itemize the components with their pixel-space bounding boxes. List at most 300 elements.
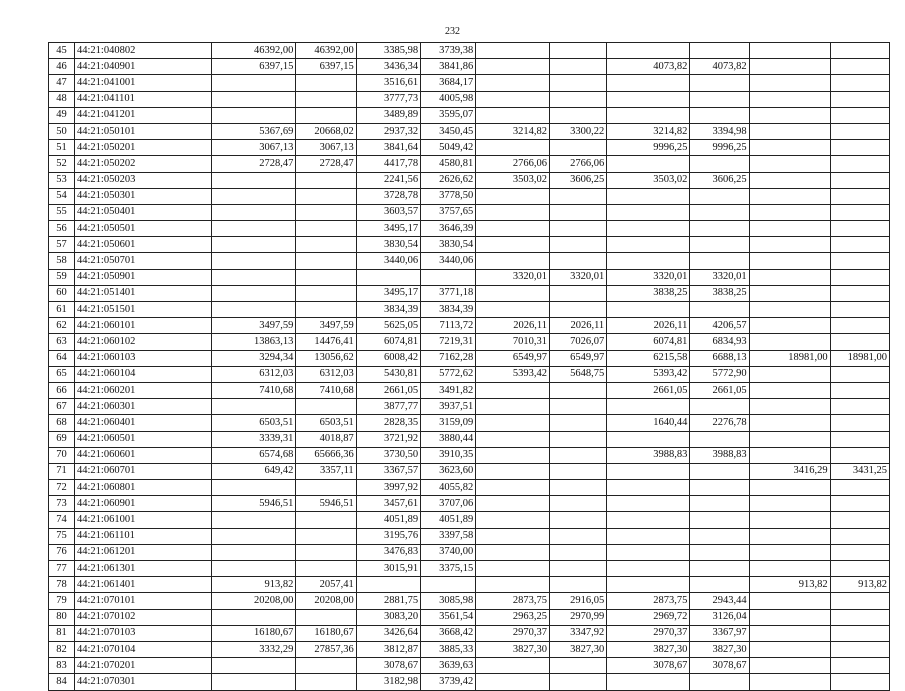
table-row: [49, 253, 890, 269]
value-cell: 2661,05: [607, 382, 690, 398]
value-cell: 6549,97: [550, 350, 607, 366]
value-cell: 3416,29: [749, 463, 830, 479]
value-cell: 6503,51: [212, 415, 296, 431]
value-cell: 3497,59: [296, 318, 356, 334]
cadastral-code-cell: 44:21:050501: [74, 221, 211, 237]
value-cell: [607, 221, 690, 237]
value-cell: 2969,72: [607, 609, 690, 625]
value-cell: [690, 156, 749, 172]
value-cell: [690, 253, 749, 269]
value-cell: 3332,29: [212, 641, 296, 657]
value-cell: 3078,67: [356, 658, 420, 674]
value-cell: 7219,31: [421, 334, 476, 350]
row-number-cell: 67: [49, 399, 75, 415]
value-cell: 5430,81: [356, 366, 420, 382]
table-row: [49, 334, 890, 350]
value-cell: 3339,31: [212, 431, 296, 447]
value-cell: 9996,25: [690, 140, 749, 156]
cadastral-code-cell: 44:21:060701: [74, 463, 211, 479]
value-cell: 3078,67: [607, 658, 690, 674]
value-cell: [476, 188, 550, 204]
value-cell: [476, 480, 550, 496]
value-cell: [690, 480, 749, 496]
row-number-cell: 47: [49, 75, 75, 91]
cadastral-code-cell: 44:21:040901: [74, 59, 211, 75]
value-cell: 3623,60: [421, 463, 476, 479]
value-cell: [607, 253, 690, 269]
value-cell: [296, 674, 356, 690]
value-cell: [212, 399, 296, 415]
value-cell: [212, 204, 296, 220]
row-number-cell: 83: [49, 658, 75, 674]
value-cell: [607, 204, 690, 220]
cadastral-code-cell: 44:21:060101: [74, 318, 211, 334]
value-cell: [212, 237, 296, 253]
value-cell: 3375,15: [421, 561, 476, 577]
value-cell: 6312,03: [212, 366, 296, 382]
value-cell: 3778,50: [421, 188, 476, 204]
row-number-cell: 49: [49, 107, 75, 123]
value-cell: [749, 253, 830, 269]
table-row: [49, 285, 890, 301]
value-cell: [830, 318, 889, 334]
value-cell: 4005,98: [421, 91, 476, 107]
cadastral-code-cell: 44:21:060601: [74, 447, 211, 463]
value-cell: 6397,15: [212, 59, 296, 75]
table-row: [49, 496, 890, 512]
value-cell: [749, 221, 830, 237]
value-cell: [607, 91, 690, 107]
value-cell: [550, 480, 607, 496]
value-cell: [830, 269, 889, 285]
value-cell: [690, 43, 749, 59]
value-cell: [830, 91, 889, 107]
value-cell: 2963,25: [476, 609, 550, 625]
value-cell: 13056,62: [296, 350, 356, 366]
value-cell: 3214,82: [476, 123, 550, 139]
value-cell: [749, 609, 830, 625]
table-row: [49, 512, 890, 528]
table-row: [49, 75, 890, 91]
value-cell: 2661,05: [690, 382, 749, 398]
value-cell: [690, 204, 749, 220]
value-cell: 3495,17: [356, 221, 420, 237]
value-cell: [356, 577, 420, 593]
value-cell: 2057,41: [296, 577, 356, 593]
value-cell: [830, 221, 889, 237]
value-cell: [830, 156, 889, 172]
value-cell: 7410,68: [212, 382, 296, 398]
table-row: [49, 609, 890, 625]
row-number-cell: 69: [49, 431, 75, 447]
value-cell: [550, 91, 607, 107]
row-number-cell: 45: [49, 43, 75, 59]
value-cell: [830, 107, 889, 123]
value-cell: [296, 561, 356, 577]
row-number-cell: 59: [49, 269, 75, 285]
value-cell: [607, 399, 690, 415]
row-number-cell: 60: [49, 285, 75, 301]
value-cell: [830, 188, 889, 204]
value-cell: 3367,97: [690, 625, 749, 641]
table-body: [49, 43, 890, 691]
value-cell: 2970,37: [607, 625, 690, 641]
value-cell: [212, 512, 296, 528]
value-cell: [749, 59, 830, 75]
value-cell: 3385,98: [356, 43, 420, 59]
value-cell: [607, 480, 690, 496]
value-cell: 3347,92: [550, 625, 607, 641]
table-row: [49, 302, 890, 318]
row-number-cell: 54: [49, 188, 75, 204]
value-cell: [212, 674, 296, 690]
value-cell: [607, 544, 690, 560]
cadastral-code-cell: 44:21:070201: [74, 658, 211, 674]
value-cell: 2970,37: [476, 625, 550, 641]
value-cell: 913,82: [749, 577, 830, 593]
table-row: [49, 91, 890, 107]
row-number-cell: 77: [49, 561, 75, 577]
value-cell: [296, 528, 356, 544]
value-cell: [830, 285, 889, 301]
value-cell: 3771,18: [421, 285, 476, 301]
value-cell: 3877,77: [356, 399, 420, 415]
value-cell: 3988,83: [690, 447, 749, 463]
value-cell: 2828,35: [356, 415, 420, 431]
value-cell: 3440,06: [421, 253, 476, 269]
row-number-cell: 73: [49, 496, 75, 512]
value-cell: 649,42: [212, 463, 296, 479]
value-cell: [550, 59, 607, 75]
value-cell: 2970,99: [550, 609, 607, 625]
value-cell: [476, 674, 550, 690]
value-cell: [296, 91, 356, 107]
value-cell: [830, 431, 889, 447]
value-cell: 3015,91: [356, 561, 420, 577]
value-cell: 7010,31: [476, 334, 550, 350]
value-cell: [749, 43, 830, 59]
table-row: [49, 123, 890, 139]
value-cell: [476, 43, 550, 59]
value-cell: 5648,75: [550, 366, 607, 382]
value-cell: 5946,51: [296, 496, 356, 512]
value-cell: [476, 528, 550, 544]
value-cell: [830, 512, 889, 528]
value-cell: [550, 496, 607, 512]
value-cell: [296, 480, 356, 496]
row-number-cell: 79: [49, 593, 75, 609]
row-number-cell: 64: [49, 350, 75, 366]
table-row: [49, 658, 890, 674]
value-cell: [212, 561, 296, 577]
value-cell: [212, 480, 296, 496]
value-cell: 6074,81: [607, 334, 690, 350]
value-cell: [830, 382, 889, 398]
value-cell: [830, 253, 889, 269]
row-number-cell: 55: [49, 204, 75, 220]
value-cell: 16180,67: [212, 625, 296, 641]
value-cell: [749, 641, 830, 657]
value-cell: [550, 577, 607, 593]
row-number-cell: 57: [49, 237, 75, 253]
row-number-cell: 72: [49, 480, 75, 496]
table-row: [49, 577, 890, 593]
cadastral-code-cell: 44:21:050401: [74, 204, 211, 220]
cadastral-code-cell: 44:21:040802: [74, 43, 211, 59]
value-cell: [296, 285, 356, 301]
value-cell: [550, 544, 607, 560]
value-cell: [690, 528, 749, 544]
table-row: [49, 318, 890, 334]
value-cell: 18981,00: [830, 350, 889, 366]
value-cell: [296, 658, 356, 674]
value-cell: 913,82: [212, 577, 296, 593]
row-number-cell: 84: [49, 674, 75, 690]
table-row: [49, 593, 890, 609]
cadastral-code-cell: 44:21:061401: [74, 577, 211, 593]
value-cell: 3910,35: [421, 447, 476, 463]
value-cell: [830, 415, 889, 431]
table-row: [49, 415, 890, 431]
value-cell: [830, 625, 889, 641]
value-cell: 2766,06: [550, 156, 607, 172]
value-cell: [296, 302, 356, 318]
value-cell: 2026,11: [476, 318, 550, 334]
value-cell: 3431,25: [830, 463, 889, 479]
value-cell: 3838,25: [690, 285, 749, 301]
cadastral-code-cell: 44:21:070104: [74, 641, 211, 657]
value-cell: 3937,51: [421, 399, 476, 415]
value-cell: [830, 399, 889, 415]
value-cell: 3495,17: [356, 285, 420, 301]
cadastral-code-cell: 44:21:050601: [74, 237, 211, 253]
value-cell: [550, 658, 607, 674]
cadastral-code-cell: 44:21:070102: [74, 609, 211, 625]
value-cell: 6834,93: [690, 334, 749, 350]
value-cell: [749, 204, 830, 220]
value-cell: [476, 107, 550, 123]
value-cell: [296, 609, 356, 625]
value-cell: [476, 496, 550, 512]
cadastral-code-cell: 44:21:070101: [74, 593, 211, 609]
value-cell: 5625,05: [356, 318, 420, 334]
value-cell: [749, 91, 830, 107]
table-row: [49, 463, 890, 479]
value-cell: [749, 431, 830, 447]
value-cell: 20668,02: [296, 123, 356, 139]
value-cell: 3827,30: [607, 641, 690, 657]
value-cell: 14476,41: [296, 334, 356, 350]
row-number-cell: 52: [49, 156, 75, 172]
value-cell: [212, 107, 296, 123]
value-cell: [296, 253, 356, 269]
table-row: [49, 269, 890, 285]
value-cell: 3320,01: [476, 269, 550, 285]
row-number-cell: 62: [49, 318, 75, 334]
value-cell: 3812,87: [356, 641, 420, 657]
value-cell: [550, 221, 607, 237]
value-cell: 3457,61: [356, 496, 420, 512]
value-cell: [607, 512, 690, 528]
value-cell: [550, 204, 607, 220]
value-cell: [749, 156, 830, 172]
value-cell: [749, 123, 830, 139]
value-cell: [296, 399, 356, 415]
cadastral-code-cell: 44:21:060104: [74, 366, 211, 382]
table-row: [49, 431, 890, 447]
value-cell: [296, 204, 356, 220]
value-cell: [550, 107, 607, 123]
value-cell: [550, 447, 607, 463]
value-cell: 6503,51: [296, 415, 356, 431]
cadastral-code-cell: 44:21:060901: [74, 496, 211, 512]
value-cell: 20208,00: [296, 593, 356, 609]
value-cell: [749, 496, 830, 512]
value-cell: 6312,03: [296, 366, 356, 382]
value-cell: 3436,34: [356, 59, 420, 75]
row-number-cell: 50: [49, 123, 75, 139]
value-cell: 5772,90: [690, 366, 749, 382]
value-cell: 3503,02: [607, 172, 690, 188]
value-cell: [212, 75, 296, 91]
row-number-cell: 61: [49, 302, 75, 318]
value-cell: 3830,54: [421, 237, 476, 253]
table-row: [49, 140, 890, 156]
value-cell: 3300,22: [550, 123, 607, 139]
value-cell: [476, 221, 550, 237]
value-cell: 7026,07: [550, 334, 607, 350]
value-cell: [607, 528, 690, 544]
row-number-cell: 58: [49, 253, 75, 269]
value-cell: [607, 577, 690, 593]
value-cell: 4580,81: [421, 156, 476, 172]
value-cell: [550, 140, 607, 156]
value-cell: 4417,78: [356, 156, 420, 172]
value-cell: [830, 480, 889, 496]
value-cell: 3397,58: [421, 528, 476, 544]
value-cell: 2943,44: [690, 593, 749, 609]
value-cell: 3684,17: [421, 75, 476, 91]
value-cell: [212, 172, 296, 188]
value-cell: 46392,00: [296, 43, 356, 59]
value-cell: [212, 658, 296, 674]
value-cell: 5049,42: [421, 140, 476, 156]
row-number-cell: 80: [49, 609, 75, 625]
value-cell: 3320,01: [550, 269, 607, 285]
value-cell: 6215,58: [607, 350, 690, 366]
value-cell: [550, 512, 607, 528]
cadastral-code-cell: 44:21:060201: [74, 382, 211, 398]
value-cell: [296, 221, 356, 237]
value-cell: [296, 512, 356, 528]
value-cell: 3728,78: [356, 188, 420, 204]
value-cell: 3827,30: [550, 641, 607, 657]
value-cell: [749, 107, 830, 123]
value-cell: [830, 366, 889, 382]
cadastral-code-cell: 44:21:061101: [74, 528, 211, 544]
value-cell: [296, 237, 356, 253]
value-cell: [749, 480, 830, 496]
value-cell: 3182,98: [356, 674, 420, 690]
value-cell: [830, 43, 889, 59]
value-cell: [607, 43, 690, 59]
value-cell: [690, 431, 749, 447]
value-cell: 3830,54: [356, 237, 420, 253]
value-cell: [212, 609, 296, 625]
value-cell: [212, 221, 296, 237]
value-cell: [690, 561, 749, 577]
cadastral-code-cell: 44:21:041001: [74, 75, 211, 91]
value-cell: [607, 561, 690, 577]
value-cell: [690, 512, 749, 528]
value-cell: [749, 140, 830, 156]
value-cell: 3450,45: [421, 123, 476, 139]
value-cell: 3739,42: [421, 674, 476, 690]
table-row: [49, 447, 890, 463]
value-cell: 3294,34: [212, 350, 296, 366]
row-number-cell: 81: [49, 625, 75, 641]
value-cell: [476, 561, 550, 577]
table-row: [49, 107, 890, 123]
value-cell: 2881,75: [356, 593, 420, 609]
table-row: [49, 237, 890, 253]
value-cell: [607, 496, 690, 512]
value-cell: 5393,42: [476, 366, 550, 382]
table-row: [49, 544, 890, 560]
cadastral-code-cell: 44:21:060102: [74, 334, 211, 350]
value-cell: 3516,61: [356, 75, 420, 91]
value-cell: [476, 658, 550, 674]
value-cell: [476, 463, 550, 479]
value-cell: [830, 302, 889, 318]
value-cell: [749, 382, 830, 398]
table-row: [49, 43, 890, 59]
value-cell: [607, 156, 690, 172]
value-cell: [550, 561, 607, 577]
value-cell: 6397,15: [296, 59, 356, 75]
value-cell: 3841,64: [356, 140, 420, 156]
value-cell: [212, 302, 296, 318]
value-cell: 3827,30: [690, 641, 749, 657]
table-row: [49, 156, 890, 172]
value-cell: [690, 91, 749, 107]
value-cell: [749, 528, 830, 544]
cadastral-code-cell: 44:21:060501: [74, 431, 211, 447]
value-cell: [296, 75, 356, 91]
value-cell: [476, 140, 550, 156]
value-cell: 3195,76: [356, 528, 420, 544]
value-cell: [830, 674, 889, 690]
table-row: [49, 204, 890, 220]
value-cell: 3561,54: [421, 609, 476, 625]
value-cell: 4055,82: [421, 480, 476, 496]
value-cell: [476, 415, 550, 431]
value-cell: 3497,59: [212, 318, 296, 334]
row-number-cell: 75: [49, 528, 75, 544]
table-row: [49, 188, 890, 204]
value-cell: [749, 399, 830, 415]
value-cell: 3668,42: [421, 625, 476, 641]
value-cell: [690, 399, 749, 415]
value-cell: [476, 253, 550, 269]
value-cell: [749, 75, 830, 91]
value-cell: [690, 577, 749, 593]
value-cell: [550, 415, 607, 431]
cadastral-code-cell: 44:21:060103: [74, 350, 211, 366]
value-cell: 3489,89: [356, 107, 420, 123]
row-number-cell: 76: [49, 544, 75, 560]
value-cell: 2916,05: [550, 593, 607, 609]
